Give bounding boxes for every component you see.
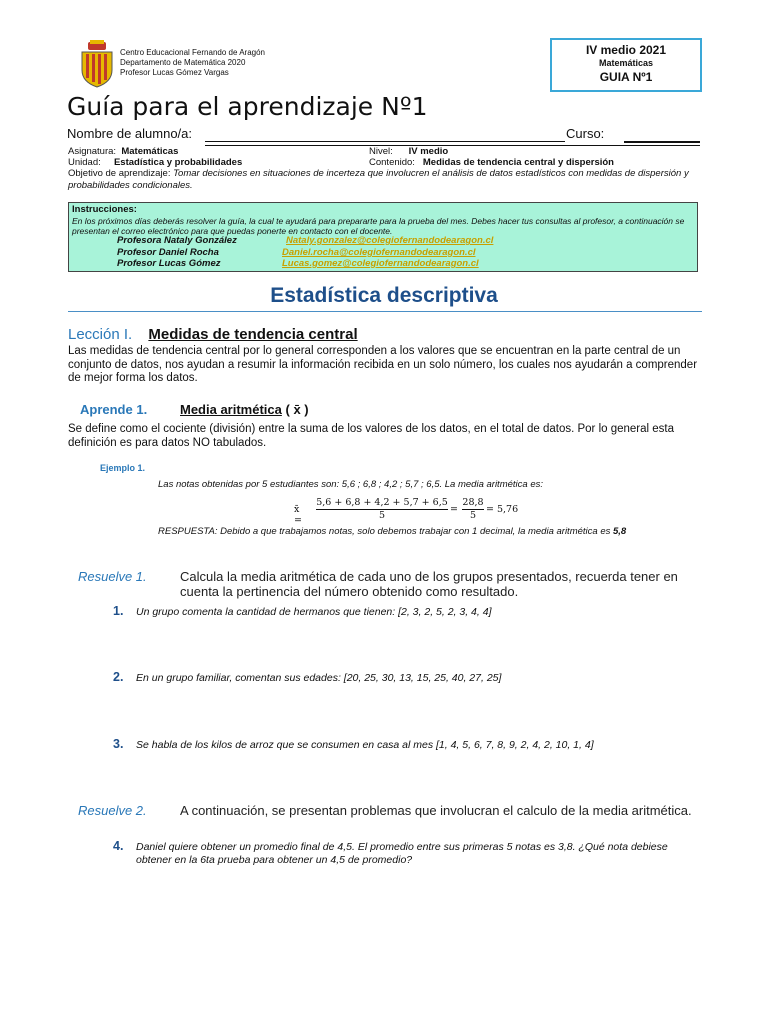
- aprende-label: Aprende 1.: [80, 402, 148, 417]
- page-title: Guía para el aprendizaje Nº1: [67, 92, 428, 121]
- guide-info-box: [550, 38, 702, 92]
- example-statement: Las notas obtenidas por 5 estudiantes son: 5,6 ; 6,8 ; 4,2 ; 5,7 ; 6,5. La media aritmética es:: [158, 479, 543, 490]
- aprende-title: [180, 402, 309, 417]
- subject-value: Matemáticas: [121, 146, 179, 157]
- box-guide: GUIA Nº1: [599, 70, 653, 84]
- aprende-title-text: Media aritmética: [180, 402, 282, 417]
- instructions-box: [68, 202, 698, 272]
- box-subject: Matemáticas: [598, 58, 654, 68]
- section-title: Estadística descriptiva: [270, 284, 498, 307]
- course-field-line[interactable]: [624, 141, 700, 143]
- mean-symbol: ( x̄ ): [285, 402, 309, 417]
- meta-objective: [68, 168, 700, 192]
- contact-email-link[interactable]: Lucas.gomez@colegiofernandodearagon.cl: [282, 258, 479, 269]
- formula-mid-numerator: 28,8: [462, 497, 484, 508]
- objective-label: Objetivo de aprendizaje:: [68, 168, 171, 179]
- item-text: Se habla de los kilos de arroz que se consumen en casa al mes [1, 4, 5, 6, 7, 8, 9, 2, 4, 2, 10, 1, 4]: [136, 739, 594, 751]
- school-name: Centro Educacional Fernando de Aragón: [120, 48, 265, 57]
- objective-value: Tomar decisiones en situaciones de incerteza que involucren el análisis de datos estadísticos con medidas de dispersión y probabilidades condicionales.: [68, 168, 689, 191]
- box-level: IV medio 2021: [585, 43, 667, 57]
- answer-text: RESPUESTA: Debido a que trabajamos notas, solo debemos trabajar con 1 decimal, la media aritmética es: [158, 526, 611, 537]
- resuelve2-label: Resuelve 2.: [78, 803, 147, 818]
- section-divider: [68, 311, 702, 312]
- lesson-intro: Las medidas de tendencia central por lo general corresponden a los valores que se encuentran en la parte central de un conjunto de datos, nos ayudan a resumir la información recibida en un solo número, los cuales nos ayudarán a comprender de mejor forma los datos.: [68, 345, 698, 384]
- item-text: En un grupo familiar, comentan sus edades: [20, 25, 30, 13, 15, 25, 40, 27, 25]: [136, 672, 502, 684]
- school-crest-logo: [78, 40, 116, 88]
- item-text: Daniel quiere obtener un promedio final de 4,5. El promedio entre sus primeras 5 notas es 3,8. ¿Qué nota debiese obtener en la 6ta prueba para obtener un 4,5 de promedio?: [136, 841, 668, 866]
- contact-email-link[interactable]: Nataly.gonzalez@colegiofernandodearagon.cl: [286, 235, 494, 246]
- content-label: Contenido:: [369, 157, 415, 168]
- example-label: Ejemplo 1.: [100, 463, 146, 473]
- item-text: Un grupo comenta la cantidad de hermanos que tienen: [2, 3, 2, 5, 2, 3, 4, 4]: [136, 606, 492, 618]
- formula-lhs: x̄ =: [294, 504, 302, 526]
- school-header: [120, 48, 265, 78]
- item-number: 3.: [113, 737, 124, 751]
- course-label: Curso:: [566, 126, 605, 141]
- department-name: Departamento de Matemática 2020: [120, 58, 246, 67]
- formula-numerator: 5,6 + 6,8 + 4,2 + 5,7 + 6,5: [316, 497, 448, 508]
- resuelve2-text: A continuación, se presentan problemas que involucran el calculo de la media aritmética.: [180, 803, 692, 818]
- formula-mid-denominator: 5: [462, 509, 484, 521]
- instructions-text: En los próximos días deberás resolver la guía, la cual te ayudará para prepararte para la prueba del mes. Debes hacer tus consultas al profesor, a continuación se presentan el correo electrónico para que puedas ponerte en contacto con el docente.: [72, 215, 685, 236]
- item-number: 4.: [113, 839, 124, 853]
- level-value: IV medio: [408, 146, 449, 157]
- formula-result: = 5,76: [486, 504, 519, 515]
- example-answer: [158, 526, 638, 538]
- name-label: Nombre de alumno/a:: [67, 126, 193, 141]
- equals-sign: =: [450, 504, 458, 515]
- contact-name: Profesor Lucas Gómez: [117, 258, 221, 269]
- lesson-title: Medidas de tendencia central: [148, 326, 358, 343]
- contact-name: Profesor Daniel Rocha: [117, 247, 219, 258]
- level-label: Nivel:: [369, 146, 393, 157]
- content-value: Medidas de tendencia central y dispersión: [422, 157, 614, 168]
- item-number: 2.: [113, 670, 124, 684]
- resuelve1-text: Calcula la media aritmética de cada uno de los grupos presentados, recuerda tener en cuenta la pertinencia del número obtenido como resultado.: [180, 569, 678, 599]
- instructions-heading: Instrucciones:: [72, 204, 137, 215]
- item-number: 1.: [113, 604, 124, 618]
- answer-value: 5,8: [613, 526, 627, 537]
- unit-label: Unidad:: [68, 157, 101, 168]
- subject-label: Asignatura:: [68, 146, 117, 157]
- meta-top-rule: [205, 145, 700, 146]
- name-field-line[interactable]: [205, 141, 565, 142]
- contact-name: Profesora Nataly González: [117, 235, 237, 246]
- lesson-heading: [68, 326, 358, 343]
- teacher-name: Profesor Lucas Gómez Vargas: [120, 68, 229, 77]
- formula-denominator: 5: [316, 509, 448, 521]
- unit-value: Estadística y probabilidades: [113, 157, 243, 168]
- resuelve1-label: Resuelve 1.: [78, 569, 147, 584]
- lesson-label: Lección I.: [68, 326, 133, 343]
- contact-email-link[interactable]: Daniel.rocha@colegiofernandodearagon.cl: [282, 247, 476, 258]
- aprende-definition: Se define como el cociente (división) entre la suma de los valores de los datos, en el total de datos. Por lo general esta definición es para datos NO tabulados.: [68, 423, 675, 449]
